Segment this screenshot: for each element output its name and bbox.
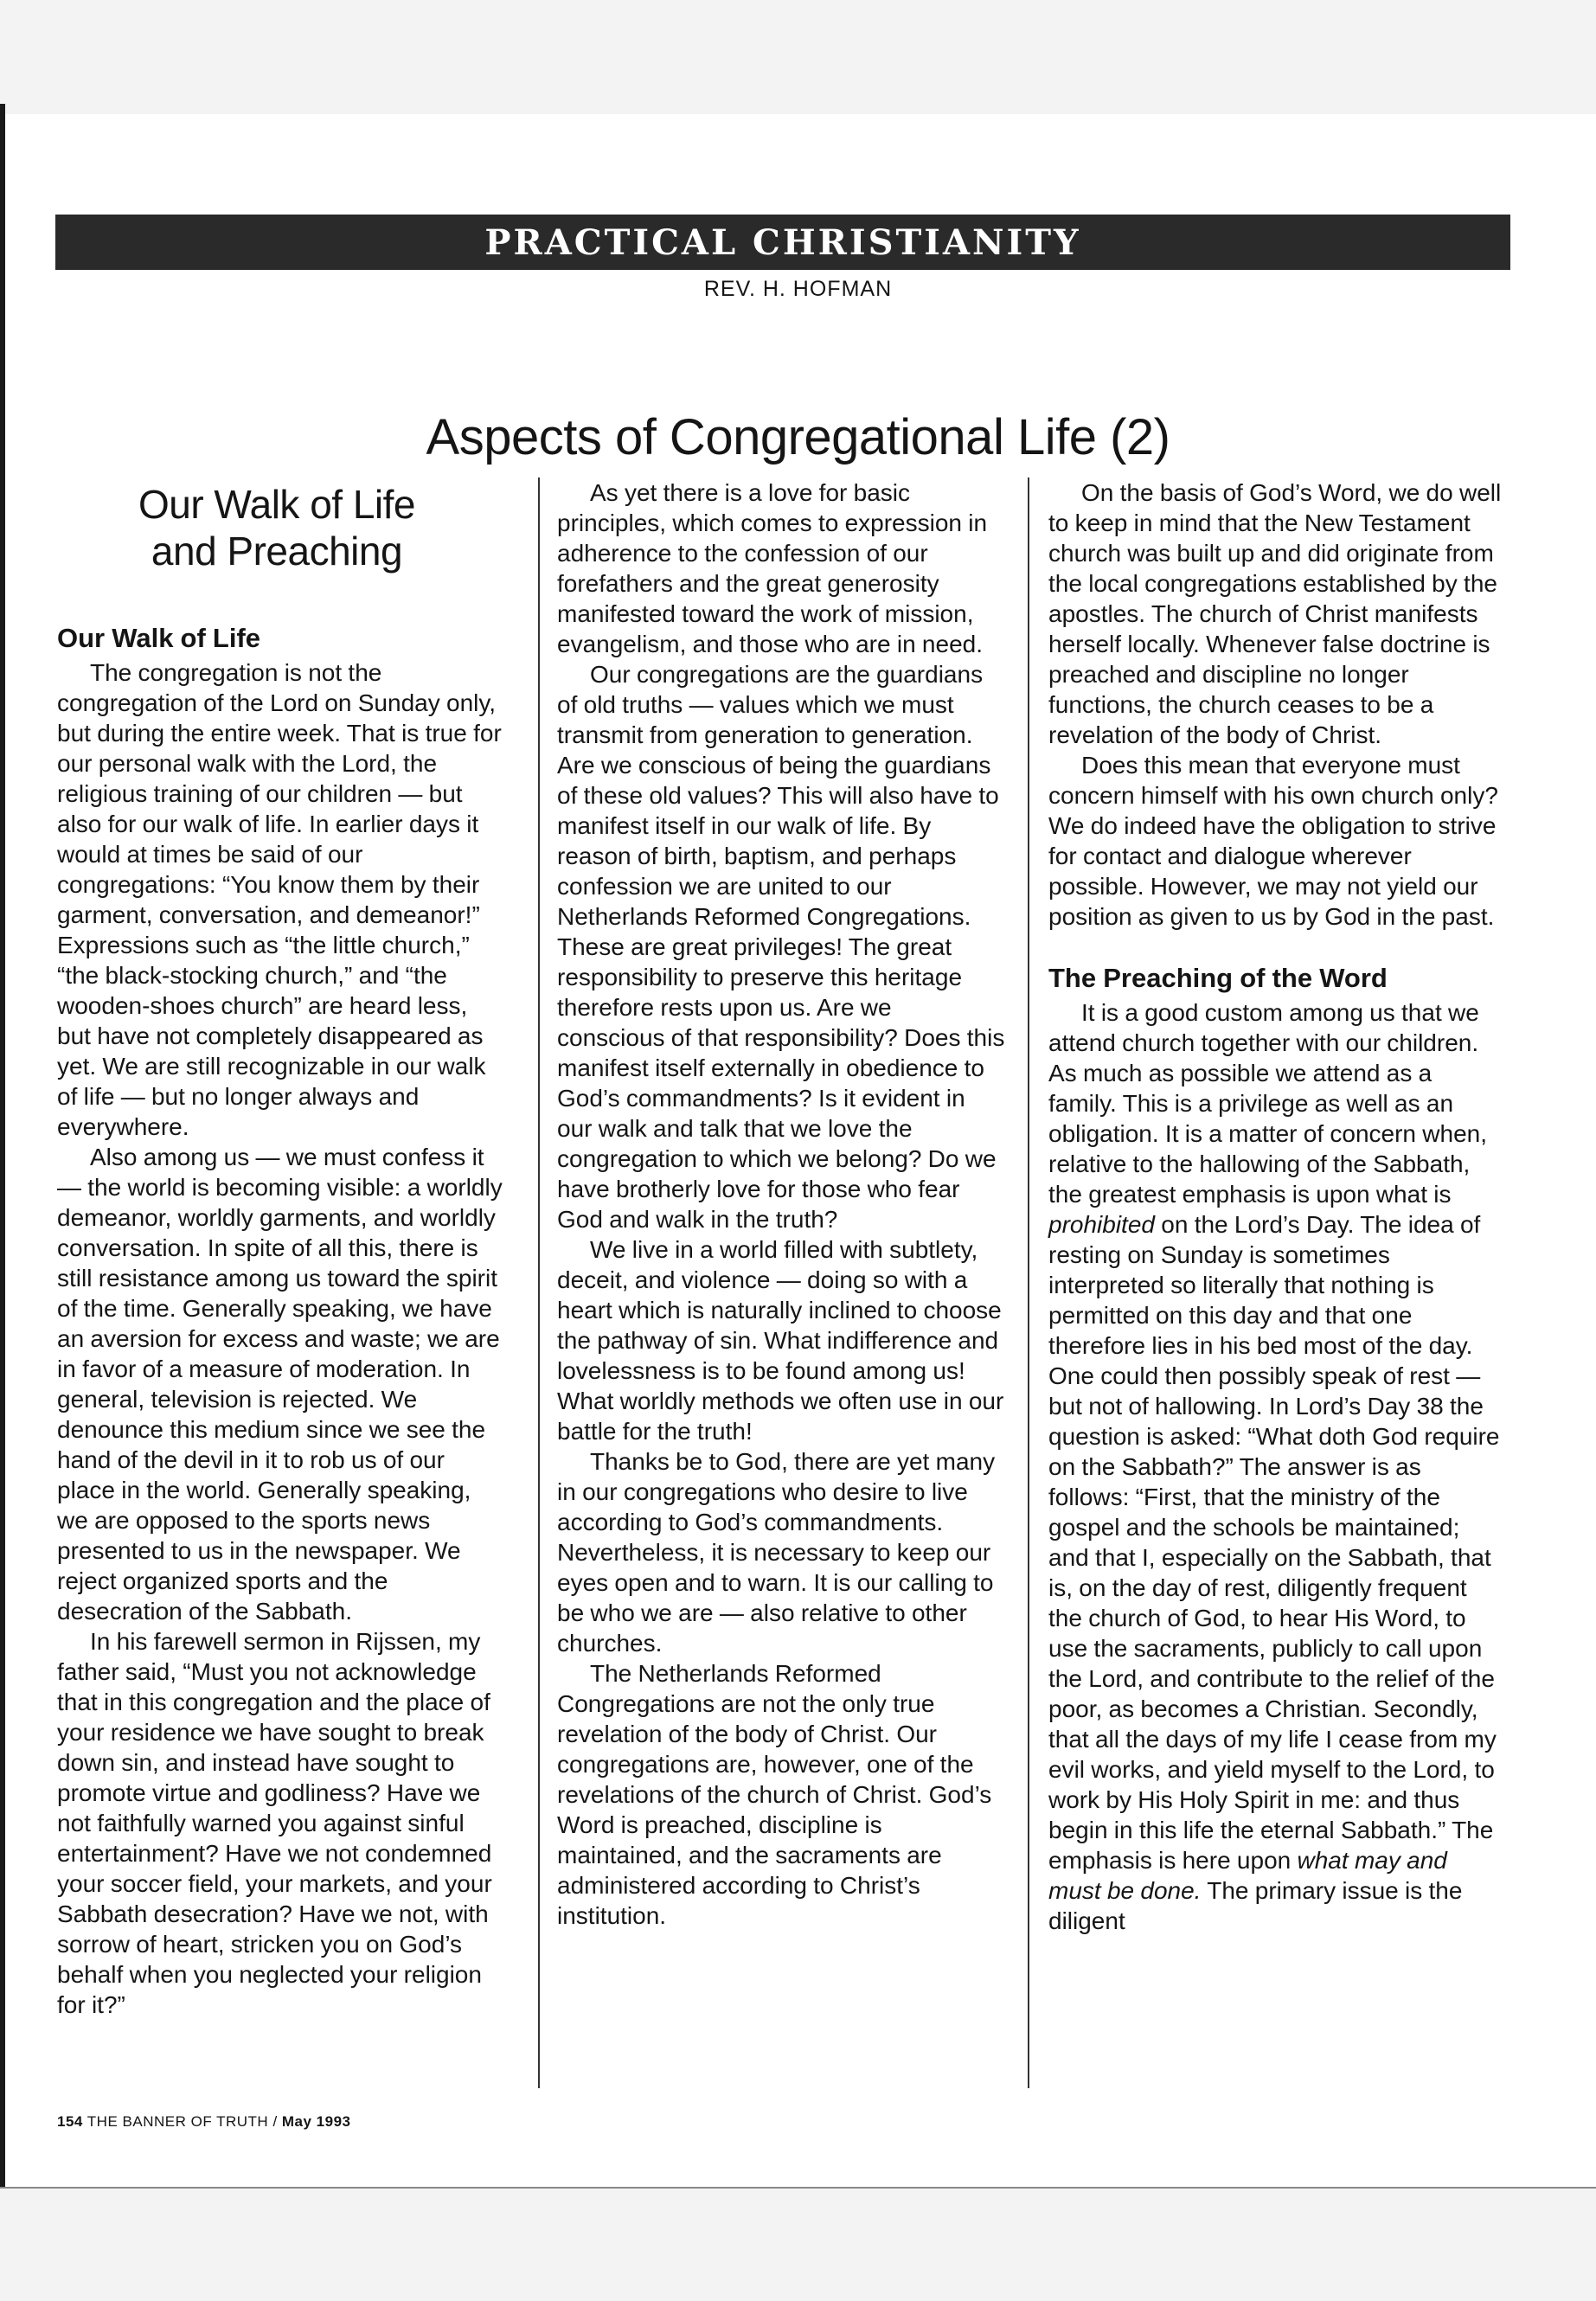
paragraph: Thanks be to God, there are yet many in our congregations who desire to live according to God’s commandments. Nevertheless, it is necessary to keep our eyes open and to warn. It is our calling to be who we are — also relative to other churches. <box>557 1448 996 1657</box>
publication-name: THE BANNER OF TRUTH <box>87 2113 269 2130</box>
column-1 <box>57 621 503 2020</box>
paragraph: We live in a world filled with subtlety, deceit, and violence — doing so with a heart which is naturally inclined to choose the pathway of sin. What indifference and lovelessness is to be found among us! What worldly methods we often use in our battle for the truth! <box>557 1236 1004 1445</box>
page-number: 154 <box>57 2113 83 2130</box>
subheading-preaching: The Preaching of the Word <box>1048 963 1388 993</box>
issue-date: May 1993 <box>281 2113 351 2130</box>
scan-bottom-margin <box>0 2187 1596 2301</box>
paragraph: In his farewell sermon in Rijssen, my father said, “Must you not acknowledge that in this congregation and the place of your residence we have sought to break down sin, and instead have sought to promote virtue and godliness? Have we not faithfully warned you against sinful entertainment? Have we not condemned your soccer field, your markets, and your Sabbath desecration? Have we not, with sorrow of heart, stricken you on God’s behalf when you neglected your religion for it?” <box>57 1628 492 2018</box>
text-run: on the Lord’s Day. The idea of resting on Sunday is sometimes interpreted so literally that nothing is permitted on this day and that one therefore lies in his bed most of the day. One could then possibly speak of rest — but not of hallowing. In Lord’s Day 38 the question is asked: “What doth God require on the Sabbath?” The answer is as follows: “First, that the ministry of the gospel and the schools be maintained; and that I, especially on the Sabbath, that is, on the day of rest, diligently frequent the church of God, to hear His Word, to use the sacraments, publicly to call upon the Lord, and contribute to the relief of the poor, as becomes a Christian. Secondly, that all the days of my life I cease from my evil works, and yield myself to the Lord, to work by His Holy Spirit in me: and thus begin in this life the eternal Sabbath.” The emphasis is here upon <box>1048 1211 1500 1874</box>
paragraph: On the basis of God’s Word, we do well to keep in mind that the New Testament church was built up and did originate from the local congregations established by the apostles. The church of Christ manifests herself locally. Whenever false doctrine is preached and discipline no longer functions, the church ceases to be a revelation of the body of Christ. <box>1048 479 1502 748</box>
paragraph: Does this mean that everyone must concern himself with his own church only? We do indeed have the obligation to strive for contact and dialogue wherever possible. However, we may not yield our position as given to us by God in the past. <box>1048 752 1498 930</box>
section-title <box>52 481 502 574</box>
section-banner <box>55 215 1510 270</box>
emphasis-text: prohibited <box>1048 1211 1155 1238</box>
text-run: It is a good custom among us that we attend church together with our children. As much as possible we attend as a family. This is a privilege as well as an obligation. It is a matter of concern when, relative to the hallowing of the Sabbath, the greatest emphasis is upon what is <box>1048 999 1487 1208</box>
subheading-walk-of-life: Our Walk of Life <box>57 623 261 653</box>
article-title: Aspects of Congregational Life (2) <box>426 409 1170 465</box>
paragraph <box>1048 997 1503 1936</box>
paragraph: As yet there is a love for basic principles, which comes to expression in adherence to the confession of our forefathers and the great generosity manifested toward the work of mission, evangelism, and those who are in need. <box>557 479 988 657</box>
emphasis-text: what may and must be done. <box>1048 1847 1447 1904</box>
footer-separator: / <box>268 2113 282 2130</box>
section-banner-title: PRACTICAL CHRISTIANITY <box>484 221 1081 263</box>
paragraph: The congregation is not the congregation of the Lord on Sunday only, but during the entire week. That is true for our personal walk with the Lord, the religious training of our children — but also for our walk of life. In earlier days it would at times be said of our congregations: “You know them by their garment, conversation, and demeanor!” Expressions such as “the little church,” “the black-stocking church,” and “the wooden-shoes church” are heard less, but have not completely disappeared as yet. We are still recognizable in our walk of life — but no longer always and everywhere. <box>57 659 502 1140</box>
paragraph: The Netherlands Reformed Congregations are not the only true revelation of the body of Christ. Our congregations are, however, one of the revelations of the church of Christ. God’s Word is preached, discipline is maintained, and the sacraments are administered according to Christ’s institution. <box>557 1660 992 1929</box>
page-footer <box>57 2113 663 2131</box>
paragraph: Our congregations are the guardians of old truths — values which we must transmit from generation to generation. Are we conscious of being the guardians of these old values? This will also have to manifest itself in our walk of life. By reason of birth, baptism, and perhaps confession we are united to our Netherlands Reformed Congregations. These are great privileges! The great responsibility to preserve this heritage therefore rests upon us. Are we conscious of that responsibility? Does this manifest itself externally in obedience to God’s commandments? Is it evident in our walk and talk that we love the congregation to which we belong? Do we have brotherly love for those who fear God and walk in the truth? <box>557 661 1005 1233</box>
text-run: The primary issue is the diligent <box>1048 1877 1463 1934</box>
paragraph: Also among us — we must confess it — the world is becoming visible: a worldly demeanor, worldly garments, and worldly conversation. In spite of all this, there is still resistance among us toward the spirit of the time. Generally speaking, we have an aversion for excess and waste; we are in favor of a measure of moderation. In general, television is rejected. We denounce this medium since we see the hand of the devil in it to rob us of our place in the world. Generally speaking, we are opposed to the sports news presented to us in the newspaper. We reject organized sports and the desecration of the Sabbath. <box>57 1144 503 1625</box>
section-title-line2: and Preaching <box>151 529 403 574</box>
column-divider-right <box>1028 478 1029 2088</box>
scan-bottom-edge <box>0 2187 1596 2189</box>
column-2 <box>557 478 1005 1931</box>
author-byline: REV. H. HOFMAN <box>703 277 893 301</box>
scan-top-margin <box>0 0 1596 114</box>
section-title-line1: Our Walk of Life <box>138 482 416 527</box>
column-divider-left <box>538 478 540 2088</box>
column-3 <box>1048 478 1503 1936</box>
